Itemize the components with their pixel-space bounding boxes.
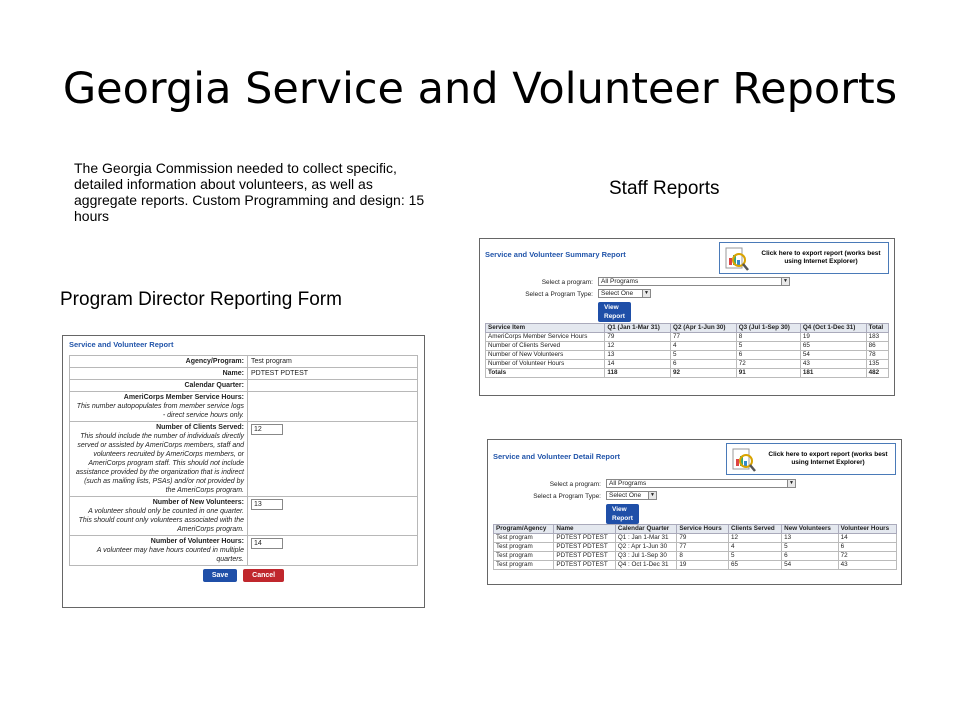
magnifier-report-icon xyxy=(731,447,757,473)
column-header: Q1 (Jan 1-Mar 31) xyxy=(605,324,671,333)
column-header: New Volunteers xyxy=(782,525,838,534)
column-header: Q3 (Jul 1-Sep 30) xyxy=(736,324,800,333)
export-report-button[interactable] xyxy=(726,443,896,475)
table-cell: 5 xyxy=(736,342,800,351)
table-cell: 13 xyxy=(782,534,838,543)
program-select-label: Select a program: xyxy=(541,279,593,286)
field-label: Name: xyxy=(222,370,244,377)
table-row xyxy=(486,342,889,351)
table-cell: 79 xyxy=(677,534,729,543)
table-row xyxy=(494,561,897,570)
table-cell: 65 xyxy=(729,561,782,570)
table-cell: Number of New Volunteers xyxy=(486,351,605,360)
field-label: AmeriCorps Member Service Hours: xyxy=(123,394,244,401)
table-cell: 91 xyxy=(736,369,800,378)
table-cell: PDTEST PDTEST xyxy=(554,552,615,561)
detail-table xyxy=(493,524,897,570)
program-select[interactable]: All Programs ▼ xyxy=(606,479,796,488)
chevron-down-icon: ▼ xyxy=(648,492,656,499)
table-cell: 43 xyxy=(800,360,866,369)
table-row xyxy=(486,351,889,360)
table-cell: 77 xyxy=(677,543,729,552)
table-header-row xyxy=(486,324,889,333)
form-row-label-cell xyxy=(70,422,248,497)
export-report-button[interactable] xyxy=(719,242,889,274)
table-cell: 135 xyxy=(866,360,888,369)
view-report-button[interactable]: View Report xyxy=(598,302,631,322)
table-cell: 6 xyxy=(838,543,896,552)
program-select[interactable]: All Programs ▼ xyxy=(598,277,790,286)
detail-report-screenshot xyxy=(487,439,902,585)
summary-report-screenshot xyxy=(479,238,895,396)
field-value: PDTEST PDTEST xyxy=(251,370,309,377)
form-row-label-cell xyxy=(70,536,248,566)
type-select[interactable]: Select One ▼ xyxy=(606,491,657,500)
table-cell: 6 xyxy=(671,360,737,369)
column-header: Volunteer Hours xyxy=(838,525,896,534)
field-label: Calendar Quarter: xyxy=(184,382,244,389)
column-header: Program/Agency xyxy=(494,525,554,534)
chevron-down-icon: ▼ xyxy=(787,480,795,487)
slide-title: Georgia Service and Volunteer Reports xyxy=(62,64,898,114)
table-cell: 4 xyxy=(671,342,737,351)
table-row xyxy=(494,534,897,543)
magnifier-report-icon xyxy=(724,246,750,272)
save-button[interactable]: Save xyxy=(203,569,237,582)
form-table xyxy=(69,355,418,566)
table-cell: 86 xyxy=(866,342,888,351)
table-cell: 12 xyxy=(729,534,782,543)
type-select-label: Select a Program Type: xyxy=(525,291,593,298)
column-header: Q2 (Apr 1-Jun 30) xyxy=(671,324,737,333)
form-row-value-cell xyxy=(248,356,418,368)
table-cell: Test program xyxy=(494,561,554,570)
table-cell: Test program xyxy=(494,543,554,552)
table-cell: 482 xyxy=(866,369,888,378)
table-cell: Q4 : Oct 1-Dec 31 xyxy=(615,561,677,570)
program-select-label: Select a program: xyxy=(549,481,601,488)
table-cell: Q3 : Jul 1-Sep 30 xyxy=(615,552,677,561)
table-cell: 77 xyxy=(671,333,737,342)
table-cell: 8 xyxy=(677,552,729,561)
table-cell: 14 xyxy=(838,534,896,543)
form-row xyxy=(70,392,418,422)
form-row-label-cell xyxy=(70,356,248,368)
form-row-value-cell xyxy=(248,368,418,380)
table-cell: 72 xyxy=(736,360,800,369)
table-cell: 19 xyxy=(800,333,866,342)
table-cell: 78 xyxy=(866,351,888,360)
form-row xyxy=(70,380,418,392)
field-label: Agency/Program: xyxy=(185,358,244,365)
column-header: Total xyxy=(866,324,888,333)
chevron-down-icon: ▼ xyxy=(642,290,650,297)
reporting-form-screenshot xyxy=(62,335,425,608)
table-cell: Test program xyxy=(494,534,554,543)
table-cell: PDTEST PDTEST xyxy=(554,543,615,552)
form-header: Service and Volunteer Report xyxy=(69,340,174,349)
table-row xyxy=(486,369,889,378)
table-cell: 6 xyxy=(736,351,800,360)
field-value: Test program xyxy=(251,358,292,365)
table-cell: 6 xyxy=(782,552,838,561)
table-cell: 92 xyxy=(671,369,737,378)
table-cell: Totals xyxy=(486,369,605,378)
table-cell: Number of Clients Served xyxy=(486,342,605,351)
form-row-value-cell xyxy=(248,392,418,422)
form-row-value-cell xyxy=(248,536,418,566)
field-note: A volunteer should only be counted in one quarter. This should count only volunteers associated with the AmeriCorps program. xyxy=(78,508,244,533)
form-row xyxy=(70,422,418,497)
table-cell: 5 xyxy=(729,552,782,561)
detail-header: Service and Volunteer Detail Report xyxy=(493,452,620,461)
form-row-label-cell xyxy=(70,368,248,380)
number-input[interactable]: 13 xyxy=(251,499,283,510)
table-cell: 118 xyxy=(605,369,671,378)
column-header: Clients Served xyxy=(729,525,782,534)
table-cell: 14 xyxy=(605,360,671,369)
field-label: Number of New Volunteers: xyxy=(152,499,244,506)
table-cell: 72 xyxy=(838,552,896,561)
field-label: Number of Clients Served: xyxy=(156,424,244,431)
table-cell: 12 xyxy=(605,342,671,351)
export-text: Click here to export report (works best using Internet Explorer) xyxy=(768,451,888,466)
field-note: This number autopopulates from member service logs - direct service hours only. xyxy=(76,403,244,419)
table-row xyxy=(494,552,897,561)
form-row-value-cell xyxy=(248,422,418,497)
table-cell: 8 xyxy=(736,333,800,342)
table-cell: 54 xyxy=(782,561,838,570)
form-row-label-cell xyxy=(70,392,248,422)
table-cell: Test program xyxy=(494,552,554,561)
table-cell: 19 xyxy=(677,561,729,570)
view-report-button[interactable]: View Report xyxy=(606,504,639,524)
column-header: Q4 (Oct 1-Dec 31) xyxy=(800,324,866,333)
column-header: Service Item xyxy=(486,324,605,333)
form-row xyxy=(70,368,418,380)
slide-description: The Georgia Commission needed to collect specific, detailed information about volunteers, as well as aggregate reports. Custom Programming and design: 15 hours xyxy=(74,160,425,224)
type-select-label: Select a Program Type: xyxy=(533,493,601,500)
table-cell: PDTEST PDTEST xyxy=(554,561,615,570)
table-row xyxy=(486,333,889,342)
table-cell: 54 xyxy=(800,351,866,360)
field-note: This should include the number of individuals directly served or assisted by AmeriCorps members, staff and volunteers recruited by AmeriCorps members, or AmeriCorps program staff. This should not include assistance provided by the organization that is indirect (such as mailing lists, PSAs) and/or not provided by the AmeriCorps program. xyxy=(75,433,244,494)
table-cell: 183 xyxy=(866,333,888,342)
number-input[interactable]: 12 xyxy=(251,424,283,435)
table-cell: 5 xyxy=(782,543,838,552)
form-row xyxy=(70,356,418,368)
form-row-label-cell xyxy=(70,497,248,536)
table-cell: Q2 : Apr 1-Jun 30 xyxy=(615,543,677,552)
table-cell: 65 xyxy=(800,342,866,351)
column-header: Calendar Quarter xyxy=(615,525,677,534)
cancel-button[interactable]: Cancel xyxy=(243,569,284,582)
table-cell: PDTEST PDTEST xyxy=(554,534,615,543)
caption-staff-reports: Staff Reports xyxy=(609,178,720,199)
field-label: Number of Volunteer Hours: xyxy=(150,538,244,545)
table-cell: Q1 : Jan 1-Mar 31 xyxy=(615,534,677,543)
form-row-label-cell xyxy=(70,380,248,392)
summary-table xyxy=(485,323,889,378)
form-row-value-cell xyxy=(248,380,418,392)
column-header: Service Hours xyxy=(677,525,729,534)
caption-program-form: Program Director Reporting Form xyxy=(60,289,342,310)
form-row xyxy=(70,536,418,566)
field-note: A volunteer may have hours counted in multiple quarters. xyxy=(96,547,244,563)
table-header-row xyxy=(494,525,897,534)
column-header: Name xyxy=(554,525,615,534)
table-cell: 43 xyxy=(838,561,896,570)
table-cell: Number of Volunteer Hours xyxy=(486,360,605,369)
table-cell: AmeriCorps Member Service Hours xyxy=(486,333,605,342)
form-row xyxy=(70,497,418,536)
table-row xyxy=(486,360,889,369)
export-text: Click here to export report (works best using Internet Explorer) xyxy=(761,250,881,265)
summary-header: Service and Volunteer Summary Report xyxy=(485,250,626,259)
type-select[interactable]: Select One ▼ xyxy=(598,289,651,298)
table-cell: 4 xyxy=(729,543,782,552)
form-row-value-cell xyxy=(248,497,418,536)
table-row xyxy=(494,543,897,552)
table-cell: 13 xyxy=(605,351,671,360)
number-input[interactable]: 14 xyxy=(251,538,283,549)
table-cell: 5 xyxy=(671,351,737,360)
table-cell: 181 xyxy=(800,369,866,378)
chevron-down-icon: ▼ xyxy=(781,278,789,285)
table-cell: 79 xyxy=(605,333,671,342)
